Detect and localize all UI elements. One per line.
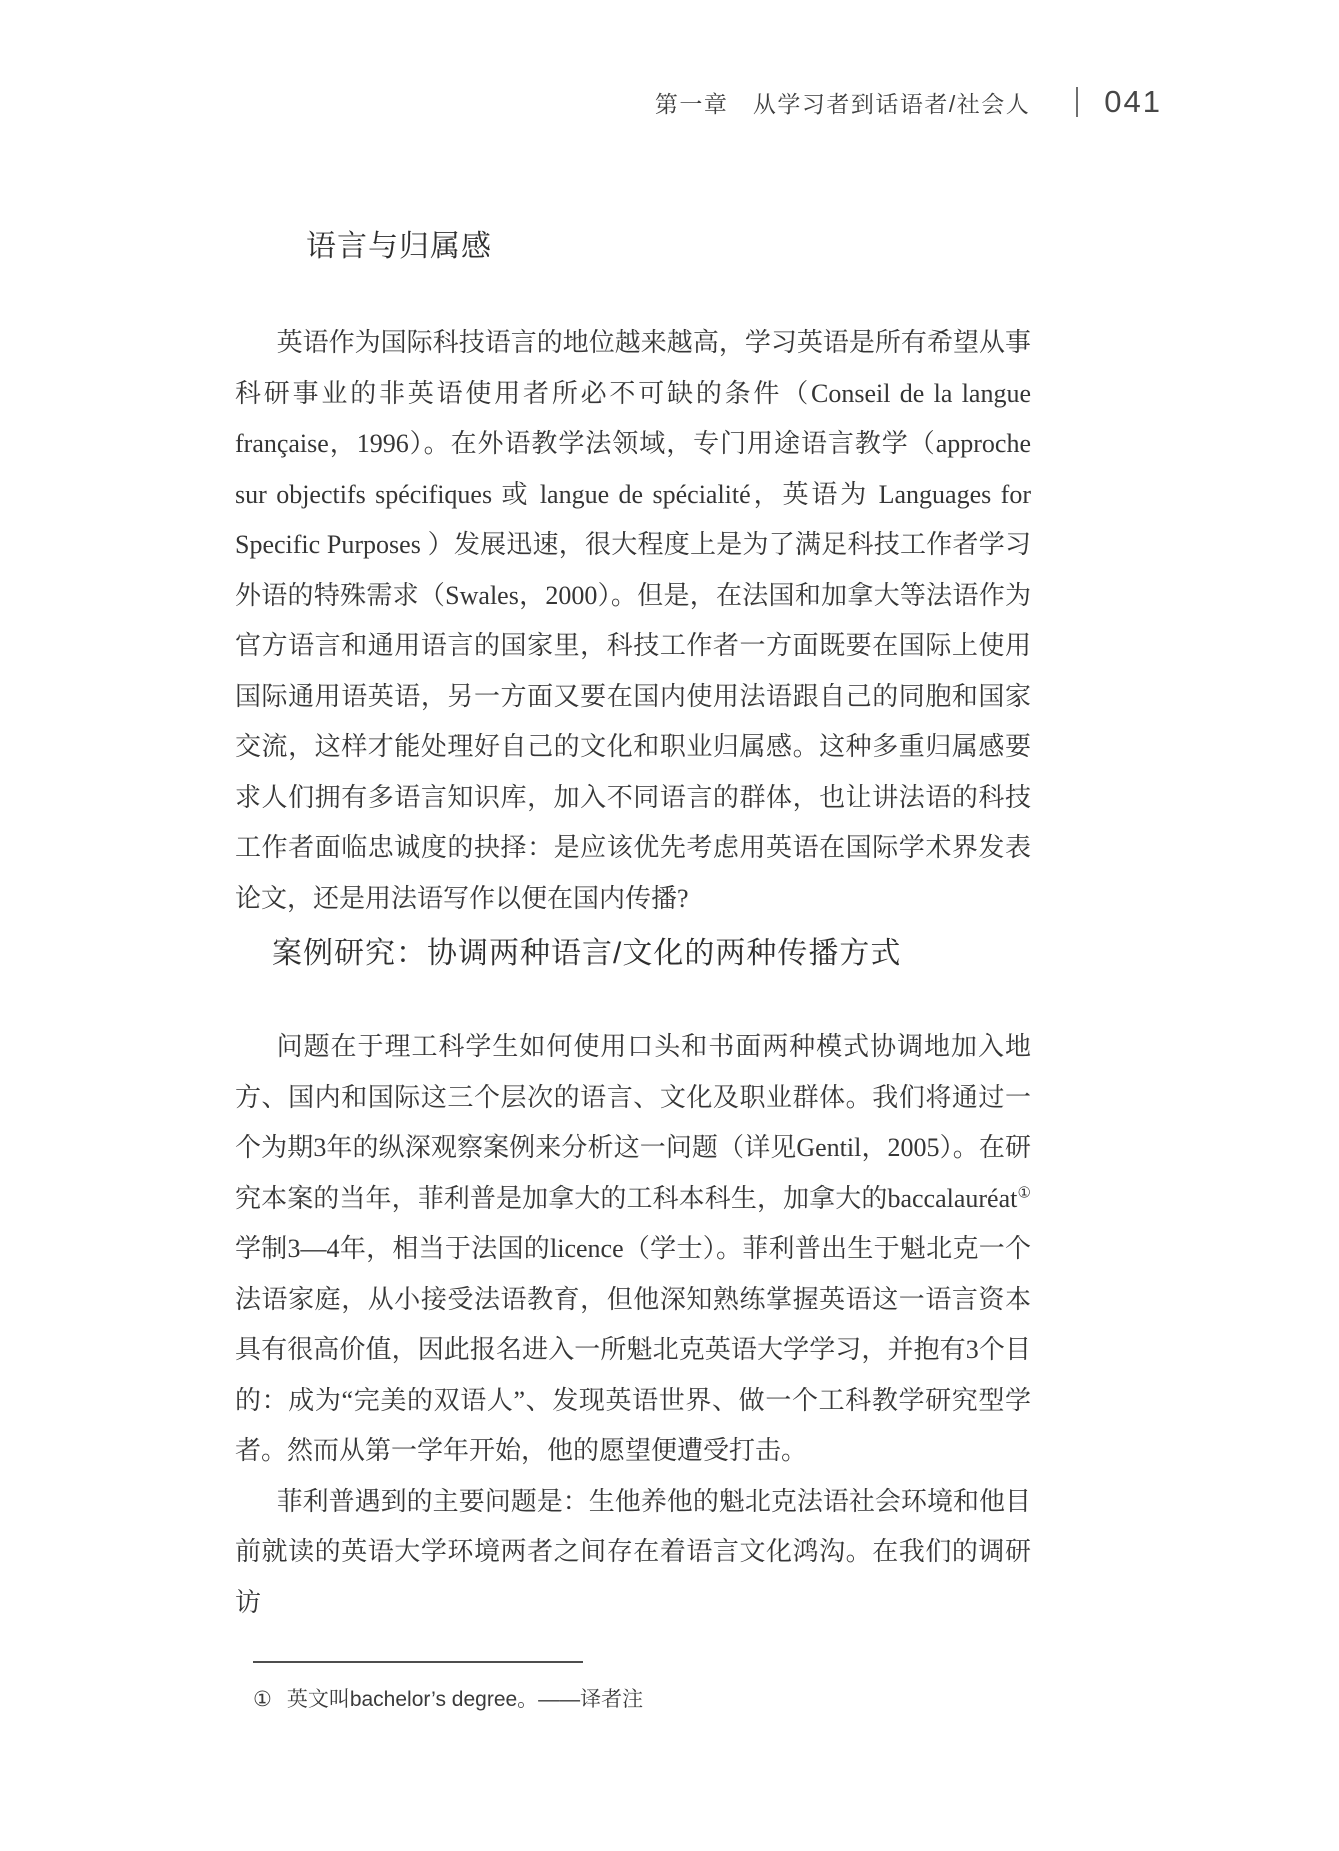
- footnote-reference-marker: ①: [1017, 1184, 1031, 1201]
- section2-body: [235, 1022, 1031, 1628]
- footnote: [253, 1683, 1013, 1713]
- section-heading-case-study: 案例研究：协调两种语言/文化的两种传播方式: [272, 937, 902, 970]
- paragraph-language-belonging: 英语作为国际科技语言的地位越来越高，学习英语是所有希望从事科研事业的非英语使用者所必不可缺的条件（Conseil de la langue française，1996）。在外语教学法领域，专门用途语言教学（approche sur objectifs spécifiques 或 langue de spécialité，英语为 Languages for Specific Purposes ）发展迅速，很大程度上是为了满足科技工作者学习外语的特殊需求（Swales，2000）。但是，在法国和加拿大等法语作为官方语言和通用语言的国家里，科技工作者一方面既要在国际上使用国际通用语英语，另一方面又要在国内使用法语跟自己的同胞和国家交流，这样才能处理好自己的文化和职业归属感。这种多重归属感要求人们拥有多语言知识库，加入不同语言的群体，也让讲法语的科技工作者面临忠诚度的抉择：是应该优先考虑用英语在国际学术界发表论文，还是用法语写作以便在国内传播?: [235, 328, 1031, 913]
- page-number: 041: [1104, 84, 1162, 119]
- section1-body: [235, 318, 1031, 924]
- chapter-title: 第一章 从学习者到话语者/社会人: [654, 90, 1031, 117]
- footnote-text: 英文叫bachelor’s degree。——译者注: [286, 1688, 644, 1711]
- footnote-divider-line: [253, 1661, 583, 1663]
- case-study-text-after-note: 学制3—4年，相当于法国的licence（学士）。菲利普出生于魁北克一个法语家庭，从小接受法语教育，但他深知熟练掌握英语这一语言资本具有很高价值，因此报名进入一所魁北克英语大学学习，并抱有3个目的：成为“完美的双语人”、发现英语世界、做一个工科教学研究型学者。然而从第一学年开始，他的愿望便遭受打击。: [235, 1234, 1031, 1465]
- paragraph-case-study: [235, 1022, 1031, 1477]
- footnote-marker: ①: [253, 1688, 272, 1711]
- section-heading-language-belonging: 语言与归属感: [306, 230, 492, 263]
- case-study-text-before-note: 问题在于理工科学生如何使用口头和书面两种模式协调地加入地方、国内和国际这三个层次的语言、文化及职业群体。我们将通过一个为期3年的纵深观察案例来分析这一问题（详见Gentil，2005）。在研究本案的当年，菲利普是加拿大的工科本科生，加拿大的baccalauréat: [235, 1032, 1031, 1213]
- header-divider-line: [1076, 87, 1078, 117]
- paragraph-philippe-problem: 菲利普遇到的主要问题是：生他养他的魁北克法语社会环境和他目前就读的英语大学环境两者之间存在着语言文化鸿沟。在我们的调研访: [235, 1486, 1031, 1617]
- running-head: [655, 84, 1162, 120]
